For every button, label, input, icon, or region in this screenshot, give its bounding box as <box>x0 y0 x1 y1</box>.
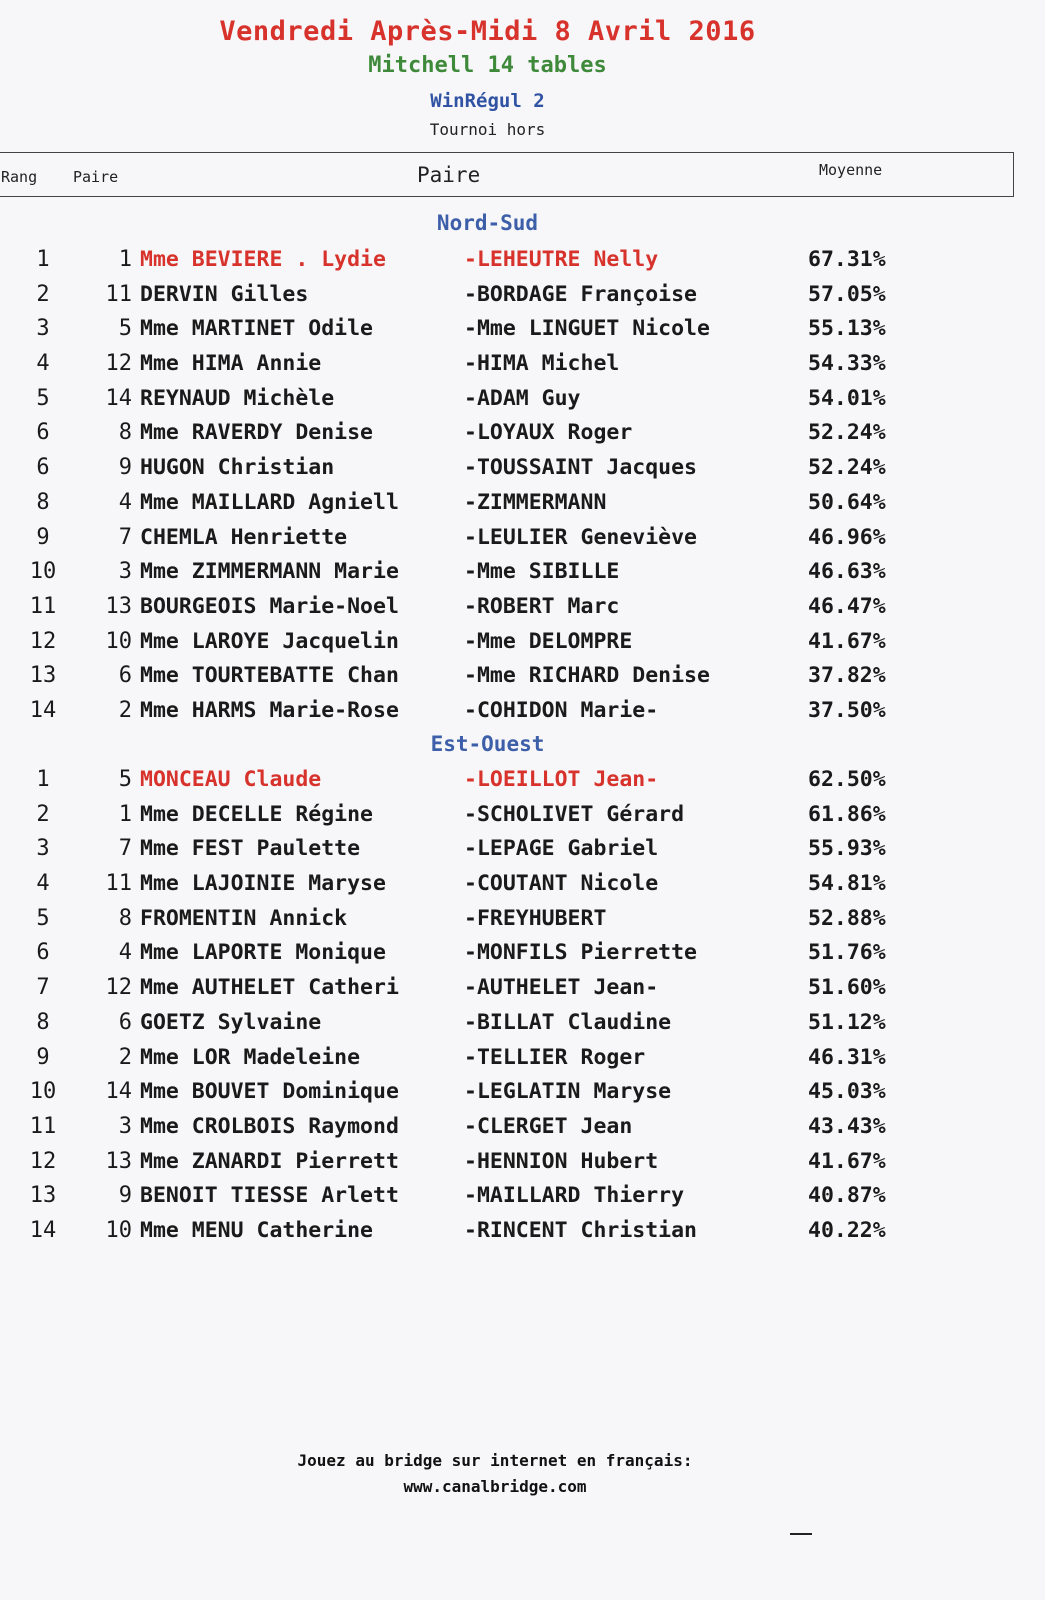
rank-cell: 11 <box>29 593 57 619</box>
pair-number-cell: 3 <box>118 1113 132 1139</box>
percentage-cell: 41.67% <box>808 1148 886 1174</box>
footer-url: www.canalbridge.com <box>403 1477 587 1496</box>
table-row <box>0 938 1045 973</box>
table-row <box>0 1147 1045 1182</box>
percentage-cell: 50.64% <box>808 489 886 515</box>
percentage-cell: 37.82% <box>808 663 886 689</box>
rank-cell: 13 <box>29 663 57 689</box>
player2-cell: -FREYHUBERT <box>464 905 607 931</box>
table-row <box>0 904 1045 939</box>
section-title-est-ouest: Est-Ouest <box>430 732 545 756</box>
rank-cell: 7 <box>36 975 50 1001</box>
player1-cell: Mme MARTINET Odile <box>140 316 373 342</box>
player1-cell: Mme HIMA Annie <box>140 351 322 377</box>
player1-cell: FROMENTIN Annick <box>140 905 348 931</box>
percentage-cell: 52.24% <box>808 455 886 481</box>
page-mark <box>790 1533 812 1535</box>
rank-cell: 14 <box>29 697 57 723</box>
pair-number-cell: 7 <box>118 836 132 862</box>
table-row <box>0 1216 1045 1251</box>
table-row <box>0 523 1045 558</box>
rank-cell: 3 <box>36 836 50 862</box>
player1-cell: DERVIN Gilles <box>140 281 309 307</box>
player1-cell: Mme LAJOINIE Maryse <box>140 871 386 897</box>
player2-cell: -ZIMMERMANN <box>464 489 607 515</box>
player1-cell: Mme MENU Catherine <box>140 1217 373 1243</box>
player2-cell: -SCHOLIVET Gérard <box>464 801 685 827</box>
movement-subtitle: Mitchell 14 tables <box>368 53 607 78</box>
percentage-cell: 55.93% <box>808 836 886 862</box>
pair-number-cell: 4 <box>118 940 132 966</box>
pair-number-cell: 5 <box>118 316 132 342</box>
player1-cell: CHEMLA Henriette <box>140 524 348 550</box>
table-row <box>0 453 1045 488</box>
table-row <box>0 488 1045 523</box>
table-row <box>0 418 1045 453</box>
rank-cell: 11 <box>29 1113 57 1139</box>
pair-number-cell: 5 <box>118 767 132 792</box>
percentage-cell: 46.96% <box>808 524 886 550</box>
pair-number-cell: 11 <box>105 281 132 307</box>
player2-cell: -CLERGET Jean <box>464 1113 633 1139</box>
table-row <box>0 661 1045 696</box>
rank-cell: 12 <box>29 1148 57 1174</box>
rank-cell: 9 <box>36 524 50 550</box>
pair-number-cell: 14 <box>105 385 132 411</box>
percentage-cell: 41.67% <box>808 628 886 654</box>
pair-number-cell: 8 <box>118 905 132 931</box>
ranking-table-nord-sud <box>0 245 1045 731</box>
percentage-cell: 62.50% <box>808 767 886 792</box>
percentage-cell: 55.13% <box>808 316 886 342</box>
player2-cell: -MONFILS Pierrette <box>464 940 697 966</box>
table-row <box>0 1077 1045 1112</box>
percentage-cell: 46.31% <box>808 1044 886 1070</box>
table-row <box>0 1008 1045 1043</box>
percentage-cell: 54.33% <box>808 351 886 377</box>
player2-cell: -ROBERT Marc <box>464 593 620 619</box>
pair-number-cell: 2 <box>118 1044 132 1070</box>
pair-number-cell: 14 <box>105 1079 132 1105</box>
percentage-cell: 40.87% <box>808 1183 886 1209</box>
rank-cell: 4 <box>36 871 50 897</box>
player1-cell: Mme ZIMMERMANN Marie <box>140 559 399 585</box>
software-name: WinRégul 2 <box>430 90 545 112</box>
percentage-cell: 40.22% <box>808 1217 886 1243</box>
table-row <box>0 1181 1045 1216</box>
rank-cell: 1 <box>36 247 50 272</box>
percentage-cell: 61.86% <box>808 801 886 827</box>
column-header <box>0 152 1014 197</box>
player1-cell: Mme LAPORTE Monique <box>140 940 386 966</box>
percentage-cell: 57.05% <box>808 281 886 307</box>
pair-number-cell: 10 <box>105 628 132 654</box>
player2-cell: -Mme RICHARD Denise <box>464 663 710 689</box>
pair-number-cell: 11 <box>105 871 132 897</box>
header-moyenne: Moyenne <box>819 161 883 179</box>
percentage-cell: 46.47% <box>808 593 886 619</box>
player2-cell: -LOYAUX Roger <box>464 420 633 446</box>
header-paire-number: Paire <box>73 168 119 186</box>
player2-cell: -BILLAT Claudine <box>464 1009 672 1035</box>
rank-cell: 14 <box>29 1217 57 1243</box>
rank-cell: 5 <box>36 385 50 411</box>
tournament-type: Tournoi hors <box>429 120 546 139</box>
rank-cell: 1 <box>36 767 50 792</box>
player1-cell: HUGON Christian <box>140 455 335 481</box>
table-row <box>0 592 1045 627</box>
player1-cell: Mme MAILLARD Agniell <box>140 489 399 515</box>
percentage-cell: 67.31% <box>808 247 886 272</box>
player1-cell: Mme DECELLE Régine <box>140 801 373 827</box>
player2-cell: -LEPAGE Gabriel <box>464 836 659 862</box>
player1-cell: REYNAUD Michèle <box>140 385 335 411</box>
table-row <box>0 834 1045 869</box>
pair-number-cell: 4 <box>118 489 132 515</box>
table-row <box>0 557 1045 592</box>
table-row <box>0 800 1045 835</box>
player1-cell: MONCEAU Claude <box>140 767 322 792</box>
player2-cell: -LEGLATIN Maryse <box>464 1079 672 1105</box>
player1-cell: BENOIT TIESSE Arlett <box>140 1183 399 1209</box>
player2-cell: -AUTHELET Jean- <box>464 975 659 1001</box>
player2-cell: -COHIDON Marie- <box>464 697 659 723</box>
player2-cell: -TOUSSAINT Jacques <box>464 455 697 481</box>
percentage-cell: 52.88% <box>808 905 886 931</box>
player2-cell: -LEHEUTRE Nelly <box>464 247 659 272</box>
player2-cell: -LEULIER Geneviève <box>464 524 697 550</box>
player1-cell: Mme LOR Madeleine <box>140 1044 361 1070</box>
rank-cell: 5 <box>36 905 50 931</box>
table-row <box>0 245 1045 280</box>
player1-cell: Mme TOURTEBATTE Chan <box>140 663 399 689</box>
percentage-cell: 51.60% <box>808 975 886 1001</box>
player2-cell: -HIMA Michel <box>464 351 620 377</box>
player1-cell: Mme ZANARDI Pierrett <box>140 1148 399 1174</box>
player1-cell: Mme BOUVET Dominique <box>140 1079 399 1105</box>
player2-cell: -TELLIER Roger <box>464 1044 646 1070</box>
rank-cell: 10 <box>29 559 57 585</box>
pair-number-cell: 12 <box>105 975 132 1001</box>
player1-cell: GOETZ Sylvaine <box>140 1009 322 1035</box>
player2-cell: -BORDAGE Françoise <box>464 281 697 307</box>
player2-cell: -Mme DELOMPRE <box>464 628 633 654</box>
rank-cell: 6 <box>36 940 50 966</box>
pair-number-cell: 8 <box>118 420 132 446</box>
player1-cell: Mme LAROYE Jacquelin <box>140 628 399 654</box>
header-paire: Paire <box>417 163 481 187</box>
percentage-cell: 46.63% <box>808 559 886 585</box>
pair-number-cell: 2 <box>118 697 132 723</box>
player2-cell: -COUTANT Nicole <box>464 871 659 897</box>
pair-number-cell: 7 <box>118 524 132 550</box>
table-row <box>0 280 1045 315</box>
player1-cell: Mme CROLBOIS Raymond <box>140 1113 399 1139</box>
table-row <box>0 384 1045 419</box>
rank-cell: 2 <box>36 281 50 307</box>
rank-cell: 6 <box>36 455 50 481</box>
rank-cell: 13 <box>29 1183 57 1209</box>
page-title: Vendredi Après-Midi 8 Avril 2016 <box>219 16 756 47</box>
pair-number-cell: 6 <box>118 1009 132 1035</box>
player1-cell: BOURGEOIS Marie-Noel <box>140 593 399 619</box>
percentage-cell: 37.50% <box>808 697 886 723</box>
table-row <box>0 869 1045 904</box>
pair-number-cell: 9 <box>118 455 132 481</box>
player2-cell: -HENNION Hubert <box>464 1148 659 1174</box>
player2-cell: -MAILLARD Thierry <box>464 1183 685 1209</box>
rank-cell: 4 <box>36 351 50 377</box>
player2-cell: -ADAM Guy <box>464 385 581 411</box>
ranking-table-est-ouest <box>0 765 1045 1251</box>
pair-number-cell: 12 <box>105 351 132 377</box>
percentage-cell: 51.76% <box>808 940 886 966</box>
pair-number-cell: 1 <box>118 247 132 272</box>
table-row <box>0 765 1045 800</box>
table-row <box>0 627 1045 662</box>
table-row <box>0 314 1045 349</box>
pair-number-cell: 6 <box>118 663 132 689</box>
table-row <box>0 1112 1045 1147</box>
pair-number-cell: 9 <box>118 1183 132 1209</box>
player1-cell: Mme HARMS Marie-Rose <box>140 697 399 723</box>
rank-cell: 12 <box>29 628 57 654</box>
percentage-cell: 43.43% <box>808 1113 886 1139</box>
percentage-cell: 51.12% <box>808 1009 886 1035</box>
rank-cell: 6 <box>36 420 50 446</box>
player1-cell: Mme BEVIERE . Lydie <box>140 247 386 272</box>
rank-cell: 9 <box>36 1044 50 1070</box>
pair-number-cell: 13 <box>105 1148 132 1174</box>
pair-number-cell: 3 <box>118 559 132 585</box>
rank-cell: 8 <box>36 489 50 515</box>
player1-cell: Mme AUTHELET Catheri <box>140 975 399 1001</box>
player1-cell: Mme FEST Paulette <box>140 836 361 862</box>
table-row <box>0 696 1045 731</box>
player1-cell: Mme RAVERDY Denise <box>140 420 373 446</box>
footer-promo: Jouez au bridge sur internet en français: <box>297 1451 693 1470</box>
percentage-cell: 54.01% <box>808 385 886 411</box>
rank-cell: 2 <box>36 801 50 827</box>
player2-cell: -LOEILLOT Jean- <box>464 767 659 792</box>
rank-cell: 10 <box>29 1079 57 1105</box>
header-rang: Rang <box>1 168 38 186</box>
table-row <box>0 349 1045 384</box>
percentage-cell: 52.24% <box>808 420 886 446</box>
percentage-cell: 54.81% <box>808 871 886 897</box>
table-row <box>0 973 1045 1008</box>
rank-cell: 8 <box>36 1009 50 1035</box>
section-title-nord-sud: Nord-Sud <box>436 211 539 235</box>
rank-cell: 3 <box>36 316 50 342</box>
pair-number-cell: 10 <box>105 1217 132 1243</box>
table-row <box>0 1043 1045 1078</box>
player2-cell: -RINCENT Christian <box>464 1217 697 1243</box>
player2-cell: -Mme SIBILLE <box>464 559 620 585</box>
percentage-cell: 45.03% <box>808 1079 886 1105</box>
pair-number-cell: 13 <box>105 593 132 619</box>
pair-number-cell: 1 <box>118 801 132 827</box>
player2-cell: -Mme LINGUET Nicole <box>464 316 710 342</box>
